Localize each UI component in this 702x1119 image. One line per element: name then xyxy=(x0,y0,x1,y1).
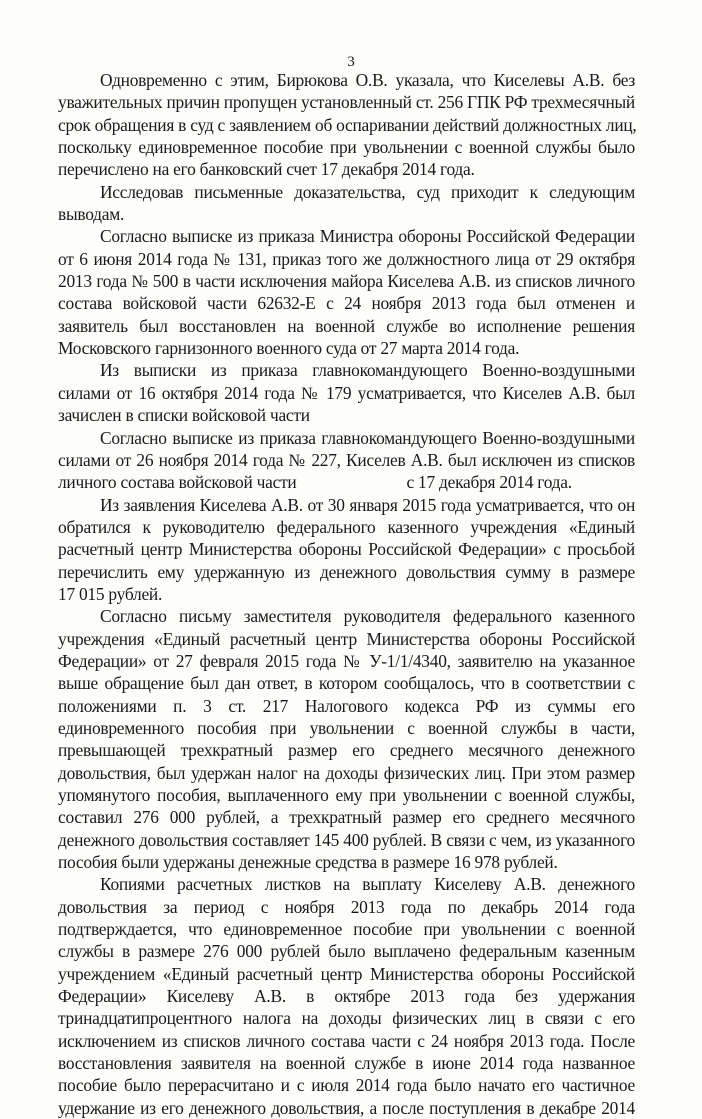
text-line: силами от 16 октября 2014 года № 179 усматривается, что Киселев А.В. был xyxy=(58,382,635,403)
text-line: заявитель был восстановлен на военной службе во исполнение решения xyxy=(58,315,635,336)
text-line: исключением из списков личного состава части с 24 ноября 2013 года. После xyxy=(58,1030,635,1051)
text-line: упомянутого пособия, выплаченного ему при увольнении с военной службы, xyxy=(58,785,635,805)
document-body xyxy=(58,69,635,1119)
paragraph xyxy=(58,873,635,1119)
text-line: перечислено на его банковский счет 17 декабря 2014 года. xyxy=(58,159,475,180)
text-line: состава войсковой части 62632-Е с 24 ноября 2013 года был отменен и xyxy=(58,293,635,314)
paragraph xyxy=(58,359,635,426)
text-line: Исследовав письменные доказательства, суд приходит к следующим xyxy=(100,181,635,202)
page-number: 3 xyxy=(347,54,355,70)
text-line: пособие было перерасчитано и с июля 2014 года было начато его частичное xyxy=(58,1075,635,1096)
text-line: составил 276 000 рублей, а трехкратный размер его среднего месячного xyxy=(58,807,635,828)
text-line: 2013 года № 500 в части исключения майора Киселева А.В. из списков личного xyxy=(58,271,635,292)
text-line: довольствия, был удержан налог на доходы физических лиц. При этом размер xyxy=(58,762,635,783)
text-line: от 6 июня 2014 года № 131, приказ того же должностного лица от 29 октября xyxy=(58,248,635,269)
text-line: поскольку единовременное пособие при увольнении с военной службы было xyxy=(58,137,635,158)
text-line: Из заявления Киселева А.В. от 30 января 2015 года усматривается, что он xyxy=(100,494,635,515)
text-line: тринадцатипроцентного налога на доходы физических лиц в связи с его xyxy=(58,1008,635,1029)
text-line: Федерации» от 27 февраля 2015 года № У-1/1/4340, заявителю на указанное xyxy=(58,650,635,671)
text-line: силами от 26 ноября 2014 года № 227, Киселев А.В. был исключен из списков xyxy=(58,449,635,470)
text-line: превышающей трехкратный размер его среднего месячного денежного xyxy=(58,740,635,761)
text-line-end: с 17 декабря 2014 года. xyxy=(406,472,572,493)
text-line: Из выписки из приказа главнокомандующего Военно-воздушными xyxy=(100,360,635,381)
text-line: учреждением «Единый расчетный центр Министерства обороны Российской xyxy=(58,963,635,984)
text-line: учреждения «Единый расчетный центр Министерства обороны Российской xyxy=(58,628,635,649)
text-line: выводам. xyxy=(58,204,125,225)
text-line: Согласно письму заместителя руководителя федерального казенного xyxy=(100,606,635,627)
text-line: удержание из его денежного довольствия, а после поступления в декабре 2014 xyxy=(58,1097,635,1118)
text-line xyxy=(58,471,635,493)
text-line: Федерации» Киселеву А.В. в октябре 2013 года без удержания xyxy=(58,986,635,1007)
paragraph xyxy=(58,605,635,873)
text-line: Московского гарнизонного военного суда от 27 марта 2014 года. xyxy=(58,338,520,359)
text-line: Согласно выписке из приказа Министра обороны Российской Федерации xyxy=(100,226,635,247)
paragraph xyxy=(58,181,635,226)
text-line: перечислить ему удержанную из денежного довольствия сумму в размере xyxy=(58,561,635,582)
paragraph xyxy=(58,494,635,606)
text-line: службы в размере 276 000 рублей было выплачено федеральным казенным xyxy=(58,941,635,962)
text-line-start: личного состава войсковой части xyxy=(58,472,297,493)
text-line: единовременного пособия при увольнении с военной службы в части, xyxy=(58,717,635,738)
paragraph xyxy=(58,225,635,359)
text-line: расчетный центр Министерства обороны Российской Федерации» с просьбой xyxy=(58,539,635,560)
text-line: пособия были удержаны денежные средства в размере 16 978 рублей. xyxy=(58,852,558,873)
text-line: Одновременно с этим, Бирюкова О.В. указала, что Киселевы А.В. без xyxy=(100,70,635,90)
text-line: денежного довольствия составляет 145 400 рублей. В связи с чем, из указанного xyxy=(58,829,635,850)
text-line: подтверждается, что единовременное пособие при увольнении с военной xyxy=(58,919,635,940)
text-line: Согласно выписке из приказа главнокомандующего Военно-воздушными xyxy=(100,427,635,448)
paragraph xyxy=(58,69,635,181)
text-line: выше обращение был дан ответ, в котором сообщалось, что в соответствии с xyxy=(58,673,635,694)
text-line: 17 015 рублей. xyxy=(58,583,163,604)
text-line: восстановления заявителя на военной службе в июне 2014 года названное xyxy=(58,1053,635,1074)
text-line: уважительных причин пропущен установленный ст. 256 ГПК РФ трехмесячный xyxy=(58,92,635,113)
text-line: зачислен в списки войсковой части xyxy=(58,405,310,426)
text-line: срок обращения в суд с заявлением об оспаривании действий должностных лиц, xyxy=(58,114,637,135)
text-line: обратился к руководителю федерального казенного учреждения «Единый xyxy=(58,516,635,537)
text-line: положениями п. 3 ст. 217 Налогового кодекса РФ из суммы его xyxy=(58,695,635,716)
text-line: довольствия за период с ноября 2013 года по декабрь 2014 года xyxy=(58,896,635,917)
paragraph xyxy=(58,427,635,494)
text-line: Копиями расчетных листков на выплату Киселеву А.В. денежного xyxy=(100,874,635,895)
